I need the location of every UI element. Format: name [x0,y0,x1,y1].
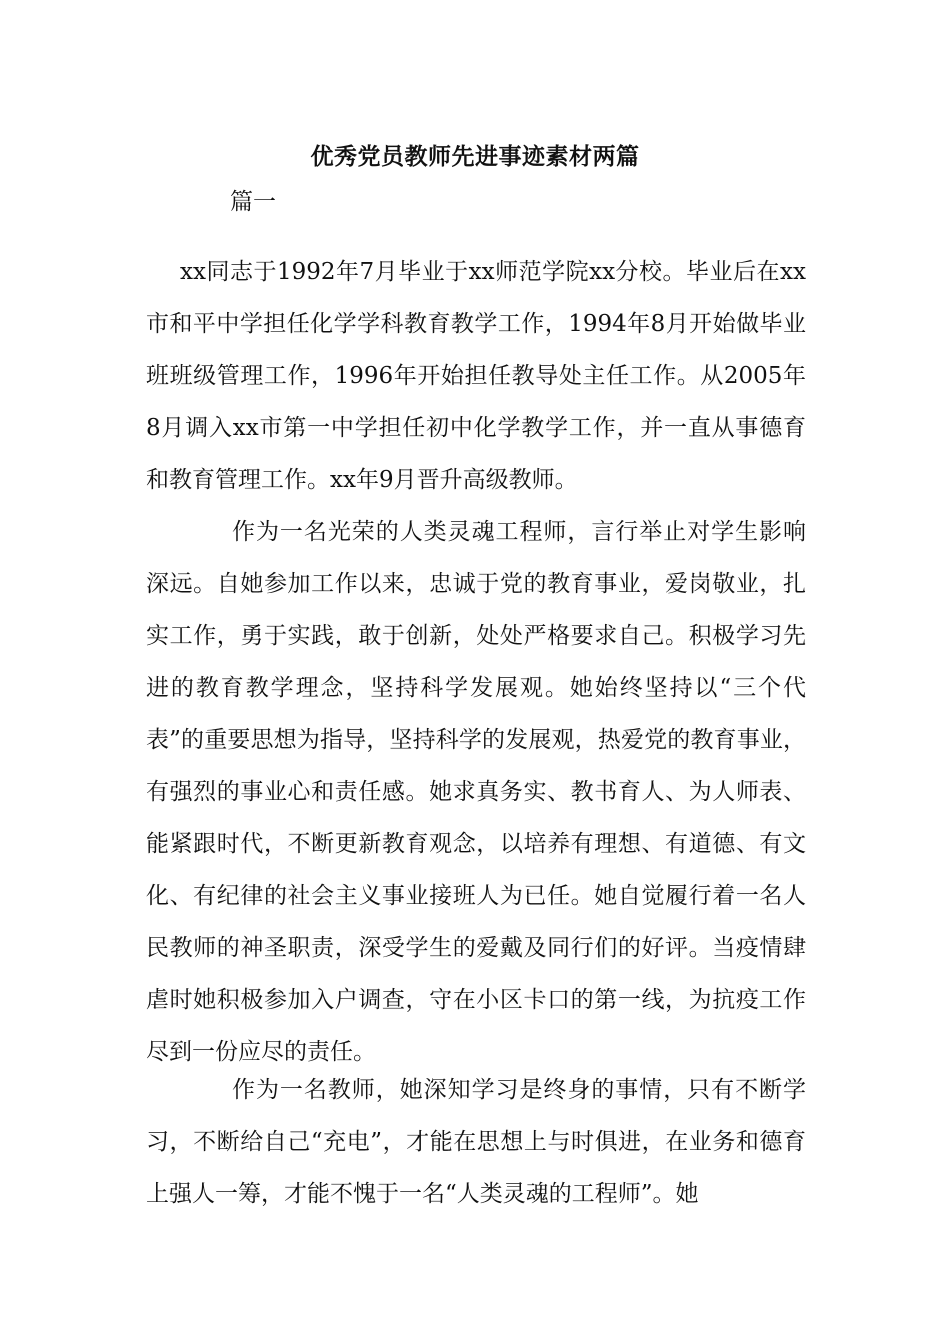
document-title: 优秀党员教师先进事迹素材两篇 [310,143,640,170]
paragraph-2: 作为一名光荣的人类灵魂工程师，言行举止对学生影响深远。自她参加工作以来，忠诚于党的教育事业，爱岗敬业，扎实工作，勇于实践，敢于创新，处处严格要求自己。积极学习先进的教育教学理念，坚持科学发展观。她始终坚持以“三个代表”的重要思想为指导，坚持科学的发展观，热爱党的教育事业，有强烈的事业心和责任感。她求真务实、教书育人、为人师表、能紧跟时代，不断更新教育观念，以培养有理想、有道德、有文化、有纪律的社会主义事业接班人为已任。她自觉履行着一名人民教师的神圣职责，深受学生的爱戴及同行们的好评。当疫情肆虐时她积极参加入户调查，守在小区卡口的第一线，为抗疫工作尽到一份应尽的责任。 [146,519,806,1065]
paragraph-3: 作为一名教师，她深知学习是终身的事情，只有不断学习，不断给自己“充电”，才能在思想上与时俱进，在业务和德育上强人一筹，才能不愧于一名“人类灵魂的工程师”。她 [146,1077,806,1207]
paragraph-1: xx同志于1992年7月毕业于xx师范学院xx分校。毕业后在xx市和平中学担任化学学科教育教学工作，1994年8月开始做毕业班班级管理工作，1996年开始担任教导处主任工作。从2005年8月调入xx市第一中学担任初中化学教学工作，并一直从事德育和教育管理工作。xx年9月晋升高级教师。 [146,259,806,493]
section-label: 篇一 [230,189,276,215]
